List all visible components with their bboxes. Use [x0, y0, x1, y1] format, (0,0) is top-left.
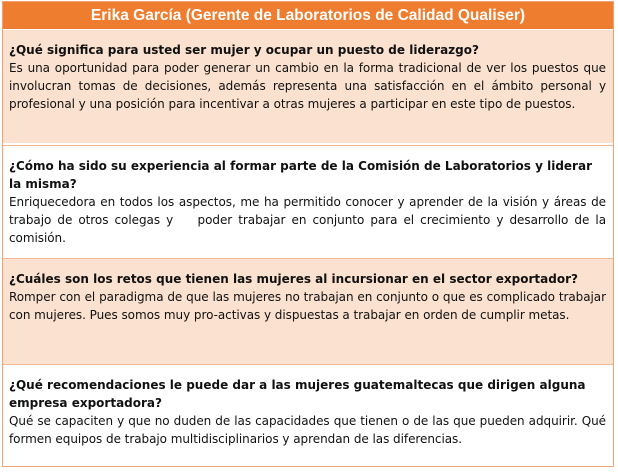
interview-table	[2, 1, 614, 467]
qa-block-4	[3, 364, 613, 466]
answer-3: Romper con el paradigma de que las mujeres no trabajan en conjunto o que es complicado trabajar con mujeres. Pues somos muy pro-activas y dispuestas a trabajar en orden de cumplir metas.	[9, 290, 606, 322]
qa-block-1	[3, 30, 613, 143]
question-3: ¿Cuáles son los retos que tienen las mujeres al incursionar en el sector exportador?	[9, 272, 578, 286]
qa-block-2	[3, 145, 613, 258]
answer-2: Enriquecedora en todos los aspectos, me ha permitido conocer y aprender de la visión y áreas de trabajo de otros colegas y poder trabajar en conjunto para el crecimiento y desarrollo de la comisión.	[9, 195, 610, 245]
question-2: ¿Cómo ha sido su experiencia al formar parte de la Comisión de Laboratorios y liderar la misma?	[9, 159, 592, 191]
interview-title: Erika García (Gerente de Laboratorios de Calidad Qualiser)	[3, 2, 613, 29]
question-4: ¿Qué recomendaciones le puede dar a las mujeres guatemaltecas que dirigen alguna empresa exportadora?	[9, 378, 586, 410]
answer-4: Qué se capaciten y que no duden de las capacidades que tienen o de las que pueden adquirir. Qué formen equipos de trabajo multidisciplinarios y aprendan de las diferencias.	[9, 414, 606, 446]
answer-1: Es una oportunidad para poder generar un cambio en la forma tradicional de ver los puestos que involucran tomas de decisiones, además representa una satisfacción en el ámbito personal y profesional y una posición para incentivar a otras mujeres a participar en este tipo de puestos.	[9, 61, 606, 111]
qa-block-3	[3, 258, 613, 364]
question-1: ¿Qué significa para usted ser mujer y ocupar un puesto de liderazgo?	[9, 43, 479, 57]
